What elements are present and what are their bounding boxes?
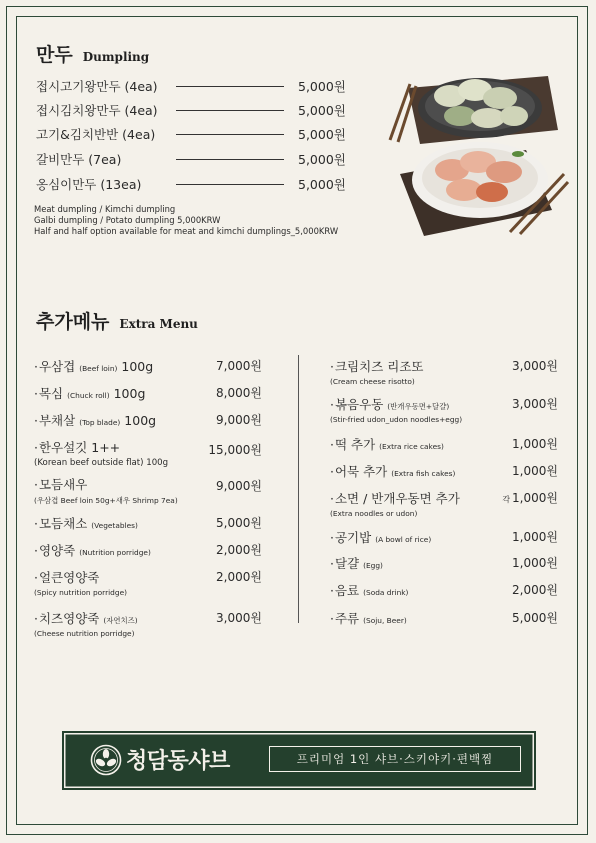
item-en: (자연치즈) [103, 616, 138, 625]
item-en: (Egg) [363, 561, 383, 570]
item-sub: (Stir-fried udon_udon noodles+egg) [330, 415, 463, 424]
dumpling-row [36, 125, 352, 145]
item-name: 음료 [334, 583, 360, 598]
leader-line [176, 184, 284, 185]
menu-item: ·어묵 추가 (Extra fish cakes) [330, 464, 456, 479]
item-en: (Chuck roll) [67, 391, 110, 400]
menu-item: ·부채살 (Top blade) 100g [34, 413, 157, 428]
item-en: (Soda drink) [363, 588, 409, 597]
menu-item: ·우삼겹 (Beef loin) 100g [34, 359, 154, 374]
menu-item: ·목심 (Chuck roll) 100g [34, 386, 146, 401]
item-name: 부채살 [38, 413, 76, 428]
menu-item: ·치즈영양죽 (자연치즈) (Cheese nutrition porridge) [34, 611, 138, 638]
item-name: 달걀 [334, 556, 360, 571]
extra-title-en: Extra Menu [119, 317, 198, 331]
note-line: Galbi dumpling / Potato dumpling 5,000KRW [34, 215, 221, 226]
item-name: 한우설깃 1++ [38, 440, 121, 455]
menu-item: ·주류 (Soju, Beer) [330, 611, 407, 626]
menu-item: ·모듬새우 (우삼겹 Beef loin 50g+새우 Shrimp 7ea) [34, 477, 178, 505]
dumpling-title-ko: 만두 [36, 44, 73, 66]
menu-item: ·달걀 (Egg) [330, 556, 383, 571]
item-price-value: 1,000원 [512, 437, 558, 451]
dumpling-name: 접시김치왕만두 (4ea) [36, 103, 158, 118]
leader-line [176, 134, 284, 135]
item-price-value: 1,000원 [512, 556, 558, 570]
item-suffix: 100g [113, 386, 146, 401]
brand-tagline: 프리미엄 1인 샤브·스키야키·편백찜 [269, 746, 521, 772]
extra-section-title [36, 307, 198, 334]
extra-title-ko: 추가메뉴 [36, 311, 110, 333]
item-suffix: 100g [121, 359, 154, 374]
menu-item: ·음료 (Soda drink) [330, 583, 409, 598]
item-name: 크림치즈 리조또 [334, 359, 424, 374]
item-price: 3,000원 [216, 611, 262, 625]
item-price: 2,000원 [216, 543, 262, 557]
item-en: (Soju, Beer) [363, 616, 407, 625]
item-price-value: 1,000원 [512, 491, 558, 505]
dumpling-notes [34, 204, 338, 238]
item-price [490, 609, 558, 626]
item-name: 얼큰영양죽 [38, 570, 100, 585]
dumpling-name: 고기&김치반반 (4ea) [36, 127, 156, 142]
item-price: 9,000원 [216, 413, 262, 427]
item-price [490, 581, 558, 598]
item-price-value: 2,000원 [512, 583, 558, 597]
note-line: Meat dumpling / Kimchi dumpling [34, 204, 176, 214]
menu-item: ·소면 / 반개우동면 추가 (Extra noodles or udon) [330, 491, 460, 518]
menu-item: ·한우설깃 1++ (Korean beef outside flat) 100g [34, 440, 169, 468]
item-sub: (Spicy nutrition porridge) [34, 588, 127, 597]
item-price [490, 528, 558, 545]
dumpling-price: 5,000원 [298, 103, 346, 118]
item-price-value: 3,000원 [512, 397, 558, 411]
item-price [490, 462, 558, 479]
dumpling-price: 5,000원 [298, 177, 346, 192]
dumpling-price: 5,000원 [298, 127, 346, 142]
item-en: (Nutrition porridge) [79, 548, 151, 557]
item-name: 어묵 추가 [334, 464, 388, 479]
item-price-value: 3,000원 [512, 359, 558, 373]
item-price: 2,000원 [216, 570, 262, 584]
item-sub: (Cream cheese risotto) [330, 377, 415, 386]
item-en: (Extra fish cakes) [391, 469, 456, 478]
item-name: 모듬채소 [38, 516, 88, 531]
item-price [490, 357, 558, 374]
item-name: 떡 추가 [334, 437, 376, 452]
menu-item: ·얼큰영양죽 (Spicy nutrition porridge) [34, 570, 127, 597]
item-name: 목심 [38, 386, 64, 401]
item-en: (A bowl of rice) [375, 535, 432, 544]
menu-item: ·떡 추가 (Extra rice cakes) [330, 437, 444, 452]
dumpling-row [36, 77, 352, 97]
item-name: 모듬새우 [38, 477, 88, 492]
item-price: 7,000원 [216, 359, 262, 373]
item-sub: (Cheese nutrition porridge) [34, 629, 135, 638]
leader-line [176, 110, 284, 111]
item-price: 15,000원 [208, 443, 262, 457]
item-name: 영양죽 [38, 543, 76, 558]
item-price [490, 554, 558, 571]
menu-item: ·볶음우동 (반개우동면+달걀) (Stir-fried udon_udon noodles+egg) [330, 397, 463, 424]
dumpling-row [36, 150, 352, 170]
dumpling-row [36, 101, 352, 121]
note-line: Half and half option available for meat and kimchi dumplings_5,000KRW [34, 226, 339, 237]
item-sub: (Extra noodles or udon) [330, 509, 418, 518]
dumpling-photo [380, 70, 570, 240]
dumpling-row [36, 175, 352, 195]
leader-line [176, 86, 284, 87]
item-price-value: 1,000원 [512, 464, 558, 478]
item-sub: (우삼겹 Beef loin 50g+새우 Shrimp 7ea) [34, 496, 178, 505]
leader-line [176, 159, 284, 160]
menu-item: ·크림치즈 리조또 (Cream cheese risotto) [330, 359, 424, 386]
item-en: (Vegetables) [91, 521, 138, 530]
item-en: (Top blade) [79, 418, 121, 427]
item-en: (Extra rice cakes) [379, 442, 444, 451]
item-name: 볶음우동 [334, 397, 384, 412]
brand-name: 청담동샤브 [126, 749, 230, 774]
dumpling-title-en: Dumpling [82, 50, 150, 64]
brand-banner [62, 731, 536, 790]
dumpling-price: 5,000원 [298, 79, 346, 94]
item-name: 소면 / 반개우동면 추가 [334, 491, 460, 506]
item-price-prefix: 각 [502, 495, 511, 504]
item-name: 공기밥 [334, 530, 372, 545]
dumpling-name: 접시고기왕만두 (4ea) [36, 79, 158, 94]
item-price-value: 5,000원 [512, 611, 558, 625]
item-en: (반개우동면+달걀) [387, 402, 450, 411]
item-price [490, 435, 558, 452]
dumpling-name: 갈비만두 (7ea) [36, 152, 122, 167]
menu-item: ·공기밥 (A bowl of rice) [330, 530, 432, 545]
dumpling-name: 옹심이만두 (13ea) [36, 177, 142, 192]
item-sub: (Korean beef outside flat) 100g [34, 458, 169, 468]
item-price: 9,000원 [216, 479, 262, 493]
item-name: 주류 [334, 611, 360, 626]
item-price-value: 1,000원 [512, 530, 558, 544]
item-suffix: 100g [124, 413, 157, 428]
column-divider [298, 355, 299, 623]
dumpling-price: 5,000원 [298, 152, 346, 167]
item-name: 우삼겹 [38, 359, 76, 374]
flower-emblem-icon [90, 744, 122, 776]
item-en: (Beef loin) [79, 364, 118, 373]
menu-item: ·모듬채소 (Vegetables) [34, 516, 138, 531]
dumpling-section-title [36, 40, 149, 67]
item-price [490, 395, 558, 412]
item-price: 5,000원 [216, 516, 262, 530]
item-price [490, 489, 558, 506]
item-name: 치즈영양죽 [38, 611, 100, 626]
dumpling-plates-illustration [380, 70, 570, 240]
item-price: 8,000원 [216, 386, 262, 400]
menu-item: ·영양죽 (Nutrition porridge) [34, 543, 151, 558]
